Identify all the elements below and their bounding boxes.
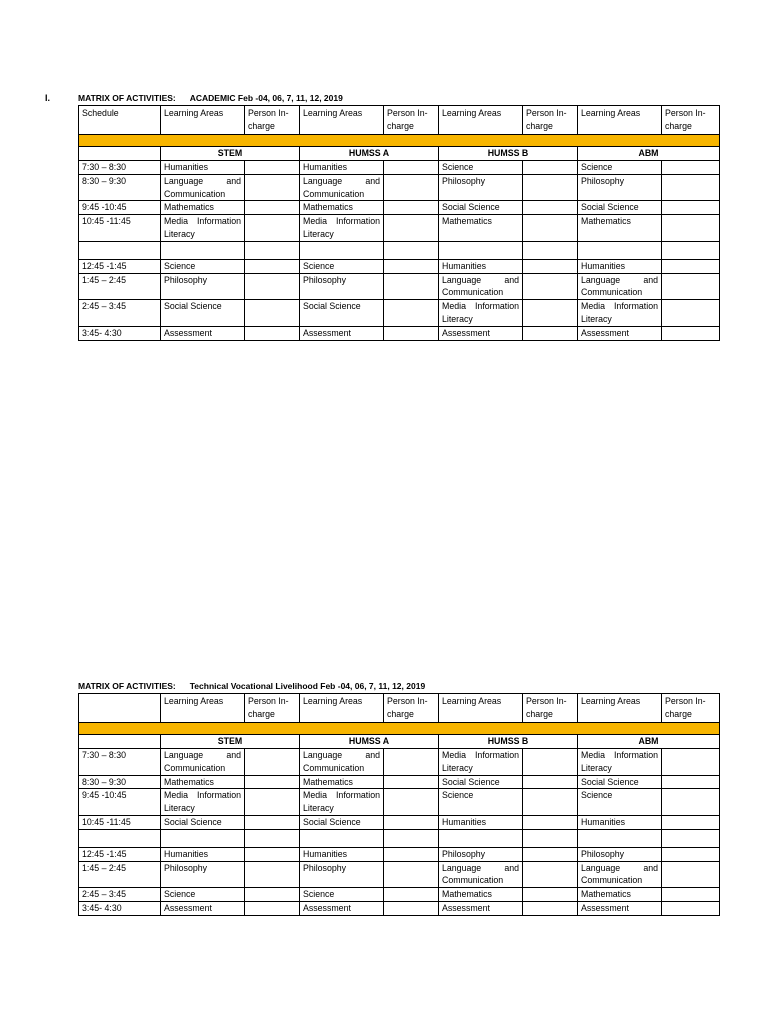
learning-area-cell: Mathematics <box>439 215 523 242</box>
learning-area-cell <box>300 241 384 259</box>
learning-area-cell: Humanities <box>161 161 245 175</box>
header-row <box>79 694 720 723</box>
learning-area-cell: Assessment <box>161 901 245 915</box>
person-in-charge-cell <box>245 789 300 816</box>
schedule-row <box>79 775 720 789</box>
person-in-charge-cell <box>245 300 300 327</box>
person-in-charge-cell <box>523 273 578 300</box>
learning-area-cell: Philosophy <box>578 174 662 201</box>
person-in-charge-cell <box>523 901 578 915</box>
person-in-charge-cell <box>384 161 439 175</box>
time-cell <box>79 829 161 847</box>
schedule-row <box>79 861 720 888</box>
person-in-charge-cell <box>384 201 439 215</box>
learning-area-cell: Language and Communication <box>161 749 245 776</box>
group-row <box>79 147 720 161</box>
learning-area-cell: Media Information Literacy <box>161 215 245 242</box>
person-in-charge-cell <box>245 861 300 888</box>
person-in-charge-cell <box>384 326 439 340</box>
person-in-charge-cell <box>384 847 439 861</box>
person-in-charge-cell <box>523 326 578 340</box>
header-schedule: Schedule <box>79 106 161 135</box>
schedule-row <box>79 259 720 273</box>
learning-area-cell: Philosophy <box>300 273 384 300</box>
person-in-charge-cell <box>245 241 300 259</box>
schedule-row <box>79 888 720 902</box>
highlight-band-cell <box>79 723 720 735</box>
person-in-charge-cell <box>384 300 439 327</box>
person-in-charge-cell <box>662 300 720 327</box>
person-in-charge-cell <box>662 174 720 201</box>
time-cell: 1:45 – 2:45 <box>79 861 161 888</box>
person-in-charge-cell <box>662 888 720 902</box>
learning-area-cell <box>439 241 523 259</box>
person-in-charge-cell <box>384 241 439 259</box>
person-in-charge-cell <box>384 174 439 201</box>
person-in-charge-cell <box>523 775 578 789</box>
person-in-charge-cell <box>384 215 439 242</box>
header-learning-areas: Learning Areas <box>161 106 245 135</box>
time-cell: 10:45 -11:45 <box>79 815 161 829</box>
person-in-charge-cell <box>662 201 720 215</box>
schedule-row <box>79 161 720 175</box>
learning-area-cell: Science <box>578 789 662 816</box>
learning-area-cell: Mathematics <box>578 215 662 242</box>
person-in-charge-cell <box>523 888 578 902</box>
group-label: HUMSS B <box>439 735 578 749</box>
learning-area-cell <box>161 241 245 259</box>
person-in-charge-cell <box>245 847 300 861</box>
person-in-charge-cell <box>523 749 578 776</box>
learning-area-cell: Media Information Literacy <box>300 215 384 242</box>
person-in-charge-cell <box>662 326 720 340</box>
person-in-charge-cell <box>662 161 720 175</box>
learning-area-cell: Mathematics <box>300 201 384 215</box>
learning-area-cell: Humanities <box>300 847 384 861</box>
person-in-charge-cell <box>384 789 439 816</box>
learning-area-cell: Language and Communication <box>300 749 384 776</box>
person-in-charge-cell <box>662 241 720 259</box>
header-schedule <box>79 694 161 723</box>
learning-area-cell: Social Science <box>161 815 245 829</box>
person-in-charge-cell <box>384 775 439 789</box>
person-in-charge-cell <box>245 161 300 175</box>
person-in-charge-cell <box>523 259 578 273</box>
time-cell: 7:30 – 8:30 <box>79 749 161 776</box>
learning-area-cell: Assessment <box>439 901 523 915</box>
highlight-band <box>79 135 720 147</box>
person-in-charge-cell <box>384 861 439 888</box>
highlight-band-cell <box>79 135 720 147</box>
time-cell: 10:45 -11:45 <box>79 215 161 242</box>
schedule-row <box>79 815 720 829</box>
group-label: ABM <box>578 147 720 161</box>
person-in-charge-cell <box>662 749 720 776</box>
header-learning-areas: Learning Areas <box>439 106 523 135</box>
person-in-charge-cell <box>523 815 578 829</box>
learning-area-cell: Assessment <box>161 326 245 340</box>
group-label: HUMSS A <box>300 735 439 749</box>
person-in-charge-cell <box>245 259 300 273</box>
time-cell: 3:45- 4:30 <box>79 901 161 915</box>
person-in-charge-cell <box>523 174 578 201</box>
person-in-charge-cell <box>384 749 439 776</box>
person-in-charge-cell <box>523 300 578 327</box>
header-person-in-charge: Person In-charge <box>662 106 720 135</box>
academic-matrix-table <box>78 105 720 341</box>
header-row <box>79 106 720 135</box>
time-cell: 8:30 – 9:30 <box>79 174 161 201</box>
learning-area-cell <box>578 241 662 259</box>
group-label: STEM <box>161 735 300 749</box>
group-label: ABM <box>578 735 720 749</box>
learning-area-cell: Media Information Literacy <box>578 749 662 776</box>
time-cell: 7:30 – 8:30 <box>79 161 161 175</box>
learning-area-cell: Science <box>161 888 245 902</box>
academic-title-main: ACADEMIC Feb -04, 06, 7, 11, 12, 2019 <box>189 93 343 103</box>
group-label: STEM <box>161 147 300 161</box>
person-in-charge-cell <box>245 749 300 776</box>
learning-area-cell: Assessment <box>578 326 662 340</box>
header-learning-areas: Learning Areas <box>578 694 662 723</box>
learning-area-cell: Social Science <box>161 300 245 327</box>
person-in-charge-cell <box>384 888 439 902</box>
person-in-charge-cell <box>662 775 720 789</box>
header-person-in-charge: Person In-charge <box>384 106 439 135</box>
learning-area-cell: Humanities <box>439 259 523 273</box>
header-person-in-charge: Person In-charge <box>245 694 300 723</box>
learning-area-cell: Mathematics <box>578 888 662 902</box>
learning-area-cell: Language and Communication <box>578 861 662 888</box>
learning-area-cell: Social Science <box>439 201 523 215</box>
techvoc-matrix-table <box>78 693 720 916</box>
time-cell: 12:45 -1:45 <box>79 259 161 273</box>
learning-area-cell: Social Science <box>300 300 384 327</box>
time-cell: 3:45- 4:30 <box>79 326 161 340</box>
time-cell: 12:45 -1:45 <box>79 847 161 861</box>
person-in-charge-cell <box>523 201 578 215</box>
schedule-row <box>79 901 720 915</box>
schedule-row <box>79 326 720 340</box>
learning-area-cell: Science <box>300 259 384 273</box>
section-number: I. <box>45 93 51 103</box>
group-empty-cell <box>79 147 161 161</box>
techvoc-title-prefix: MATRIX OF ACTIVITIES: <box>78 681 176 691</box>
person-in-charge-cell <box>245 815 300 829</box>
learning-area-cell: Language and Communication <box>439 273 523 300</box>
learning-area-cell: Philosophy <box>161 861 245 888</box>
group-empty-cell <box>79 735 161 749</box>
person-in-charge-cell <box>662 259 720 273</box>
time-cell: 2:45 – 3:45 <box>79 888 161 902</box>
person-in-charge-cell <box>245 326 300 340</box>
learning-area-cell: Humanities <box>300 161 384 175</box>
person-in-charge-cell <box>384 829 439 847</box>
learning-area-cell: Assessment <box>578 901 662 915</box>
learning-area-cell: Humanities <box>578 815 662 829</box>
techvoc-title-main: Technical Vocational Livelihood Feb -04, 06, 7, 11, 12, 2019 <box>189 681 426 691</box>
person-in-charge-cell <box>384 273 439 300</box>
academic-title <box>78 93 343 103</box>
person-in-charge-cell <box>384 259 439 273</box>
person-in-charge-cell <box>523 161 578 175</box>
break-row <box>79 829 720 847</box>
learning-area-cell: Media Information Literacy <box>439 749 523 776</box>
person-in-charge-cell <box>245 901 300 915</box>
person-in-charge-cell <box>662 829 720 847</box>
time-cell: 9:45 -10:45 <box>79 789 161 816</box>
time-cell <box>79 241 161 259</box>
learning-area-cell: Humanities <box>161 847 245 861</box>
person-in-charge-cell <box>245 775 300 789</box>
learning-area-cell: Science <box>578 161 662 175</box>
learning-area-cell: Philosophy <box>439 847 523 861</box>
learning-area-cell: Mathematics <box>161 201 245 215</box>
time-cell: 8:30 – 9:30 <box>79 775 161 789</box>
learning-area-cell: Assessment <box>300 901 384 915</box>
techvoc-title <box>78 681 425 691</box>
person-in-charge-cell <box>245 174 300 201</box>
person-in-charge-cell <box>662 215 720 242</box>
learning-area-cell: Media Information Literacy <box>300 789 384 816</box>
break-row <box>79 241 720 259</box>
learning-area-cell: Science <box>161 259 245 273</box>
header-learning-areas: Learning Areas <box>300 106 384 135</box>
person-in-charge-cell <box>523 829 578 847</box>
learning-area-cell <box>300 829 384 847</box>
header-person-in-charge: Person In-charge <box>523 106 578 135</box>
learning-area-cell: Assessment <box>300 326 384 340</box>
learning-area-cell: Media Information Literacy <box>161 789 245 816</box>
header-learning-areas: Learning Areas <box>300 694 384 723</box>
header-person-in-charge: Person In-charge <box>523 694 578 723</box>
person-in-charge-cell <box>523 847 578 861</box>
learning-area-cell: Mathematics <box>161 775 245 789</box>
header-learning-areas: Learning Areas <box>161 694 245 723</box>
learning-area-cell: Science <box>439 161 523 175</box>
person-in-charge-cell <box>523 789 578 816</box>
header-learning-areas: Learning Areas <box>439 694 523 723</box>
person-in-charge-cell <box>662 901 720 915</box>
group-row <box>79 735 720 749</box>
learning-area-cell: Language and Communication <box>161 174 245 201</box>
highlight-band <box>79 723 720 735</box>
learning-area-cell: Social Science <box>300 815 384 829</box>
person-in-charge-cell <box>523 861 578 888</box>
learning-area-cell: Humanities <box>578 259 662 273</box>
person-in-charge-cell <box>384 901 439 915</box>
learning-area-cell: Media Information Literacy <box>578 300 662 327</box>
schedule-row <box>79 300 720 327</box>
person-in-charge-cell <box>662 861 720 888</box>
schedule-row <box>79 174 720 201</box>
person-in-charge-cell <box>662 273 720 300</box>
learning-area-cell: Language and Communication <box>578 273 662 300</box>
person-in-charge-cell <box>245 273 300 300</box>
time-cell: 2:45 – 3:45 <box>79 300 161 327</box>
learning-area-cell: Philosophy <box>300 861 384 888</box>
learning-area-cell: Mathematics <box>300 775 384 789</box>
schedule-row <box>79 847 720 861</box>
person-in-charge-cell <box>523 241 578 259</box>
person-in-charge-cell <box>662 847 720 861</box>
header-person-in-charge: Person In-charge <box>245 106 300 135</box>
time-cell: 1:45 – 2:45 <box>79 273 161 300</box>
learning-area-cell: Humanities <box>439 815 523 829</box>
schedule-row <box>79 749 720 776</box>
header-person-in-charge: Person In-charge <box>384 694 439 723</box>
person-in-charge-cell <box>245 201 300 215</box>
schedule-row <box>79 273 720 300</box>
learning-area-cell: Philosophy <box>439 174 523 201</box>
person-in-charge-cell <box>245 829 300 847</box>
person-in-charge-cell <box>384 815 439 829</box>
academic-title-prefix: MATRIX OF ACTIVITIES: <box>78 93 176 103</box>
learning-area-cell: Language and Communication <box>300 174 384 201</box>
person-in-charge-cell <box>523 215 578 242</box>
learning-area-cell: Philosophy <box>161 273 245 300</box>
person-in-charge-cell <box>245 888 300 902</box>
group-label: HUMSS B <box>439 147 578 161</box>
learning-area-cell <box>161 829 245 847</box>
learning-area-cell: Science <box>439 789 523 816</box>
learning-area-cell <box>439 829 523 847</box>
learning-area-cell: Assessment <box>439 326 523 340</box>
learning-area-cell: Social Science <box>578 201 662 215</box>
learning-area-cell <box>578 829 662 847</box>
learning-area-cell: Language and Communication <box>439 861 523 888</box>
header-learning-areas: Learning Areas <box>578 106 662 135</box>
learning-area-cell: Philosophy <box>578 847 662 861</box>
learning-area-cell: Science <box>300 888 384 902</box>
learning-area-cell: Social Science <box>578 775 662 789</box>
person-in-charge-cell <box>245 215 300 242</box>
learning-area-cell: Media Information Literacy <box>439 300 523 327</box>
person-in-charge-cell <box>662 789 720 816</box>
schedule-row <box>79 201 720 215</box>
learning-area-cell: Social Science <box>439 775 523 789</box>
header-person-in-charge: Person In-charge <box>662 694 720 723</box>
schedule-row <box>79 789 720 816</box>
schedule-row <box>79 215 720 242</box>
group-label: HUMSS A <box>300 147 439 161</box>
time-cell: 9:45 -10:45 <box>79 201 161 215</box>
learning-area-cell: Mathematics <box>439 888 523 902</box>
person-in-charge-cell <box>662 815 720 829</box>
